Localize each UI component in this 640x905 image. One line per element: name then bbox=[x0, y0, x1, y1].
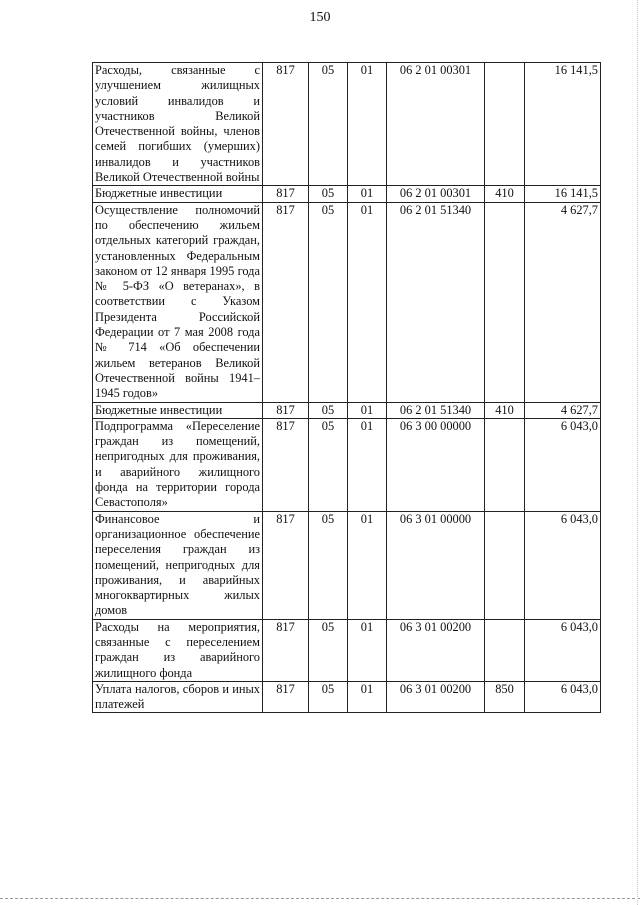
ministry-code: 817 bbox=[263, 511, 309, 619]
subsection-code: 01 bbox=[348, 681, 387, 713]
amount: 16 141,5 bbox=[525, 186, 601, 202]
ministry-code: 817 bbox=[263, 202, 309, 402]
ministry-code: 817 bbox=[263, 402, 309, 418]
subsection-code: 01 bbox=[348, 186, 387, 202]
row-description: Бюджетные инвестиции bbox=[93, 186, 263, 202]
expense-type-code: 410 bbox=[485, 186, 525, 202]
amount: 16 141,5 bbox=[525, 63, 601, 186]
ministry-code: 817 bbox=[263, 619, 309, 681]
row-description: Расходы, связанные с улучшением жилищных условий инвалидов и участников Великой Отечественной войны, членов семей погибших (умерших) инвалидов и участников Великой Отечественной войны bbox=[93, 63, 263, 186]
amount: 4 627,7 bbox=[525, 202, 601, 402]
section-code: 05 bbox=[309, 63, 348, 186]
target-article-code: 06 2 01 00301 bbox=[387, 63, 485, 186]
table-row bbox=[93, 511, 601, 619]
table-row bbox=[93, 619, 601, 681]
ministry-code: 817 bbox=[263, 681, 309, 713]
row-description: Уплата налогов, сборов и иных платежей bbox=[93, 681, 263, 713]
amount: 6 043,0 bbox=[525, 681, 601, 713]
ministry-code: 817 bbox=[263, 186, 309, 202]
budget-table bbox=[92, 62, 601, 713]
expense-type-code bbox=[485, 619, 525, 681]
target-article-code: 06 3 01 00000 bbox=[387, 511, 485, 619]
subsection-code: 01 bbox=[348, 511, 387, 619]
expense-type-code: 410 bbox=[485, 402, 525, 418]
section-code: 05 bbox=[309, 511, 348, 619]
ministry-code: 817 bbox=[263, 418, 309, 511]
expense-type-code: 850 bbox=[485, 681, 525, 713]
section-code: 05 bbox=[309, 619, 348, 681]
row-description: Осуществление полномочий по обеспечению жильем отдельных категорий граждан, установленных Федеральным законом от 12 января 1995 года № 5-ФЗ «О ветеранах», в соответствии с Указом Президента Российской Федерации от 7 мая 2008 года № 714 «Об обеспечении жильем ветеранов Великой Отечественной войны 1941–1945 годов» bbox=[93, 202, 263, 402]
section-code: 05 bbox=[309, 402, 348, 418]
expense-type-code bbox=[485, 511, 525, 619]
amount: 6 043,0 bbox=[525, 418, 601, 511]
amount: 6 043,0 bbox=[525, 619, 601, 681]
row-description: Бюджетные инвестиции bbox=[93, 402, 263, 418]
subsection-code: 01 bbox=[348, 63, 387, 186]
expense-type-code bbox=[485, 202, 525, 402]
row-description: Подпрограмма «Переселение граждан из помещений, непригодных для проживания, и аварийного жилищного фонда на территории города Севастополя» bbox=[93, 418, 263, 511]
table-row bbox=[93, 418, 601, 511]
page-number: 150 bbox=[309, 10, 331, 25]
row-description: Расходы на мероприятия, связанные с переселением граждан из аварийного жилищного фонда bbox=[93, 619, 263, 681]
section-code: 05 bbox=[309, 202, 348, 402]
expense-type-code bbox=[485, 63, 525, 186]
target-article-code: 06 3 01 00200 bbox=[387, 619, 485, 681]
section-code: 05 bbox=[309, 186, 348, 202]
subsection-code: 01 bbox=[348, 202, 387, 402]
subsection-code: 01 bbox=[348, 619, 387, 681]
target-article-code: 06 2 01 51340 bbox=[387, 202, 485, 402]
target-article-code: 06 2 01 51340 bbox=[387, 402, 485, 418]
amount: 4 627,7 bbox=[525, 402, 601, 418]
row-description: Финансовое и организационное обеспечение переселения граждан из помещений, непригодных для проживания, и аварийных многоквартирных жилых домов bbox=[93, 511, 263, 619]
target-article-code: 06 2 01 00301 bbox=[387, 186, 485, 202]
scan-right-edge bbox=[637, 0, 638, 905]
table-row bbox=[93, 63, 601, 186]
table-row bbox=[93, 681, 601, 713]
subsection-code: 01 bbox=[348, 418, 387, 511]
expense-type-code bbox=[485, 418, 525, 511]
target-article-code: 06 3 01 00200 bbox=[387, 681, 485, 713]
subsection-code: 01 bbox=[348, 402, 387, 418]
section-code: 05 bbox=[309, 418, 348, 511]
amount: 6 043,0 bbox=[525, 511, 601, 619]
scan-bottom-edge bbox=[0, 898, 640, 899]
ministry-code: 817 bbox=[263, 63, 309, 186]
table-row bbox=[93, 402, 601, 418]
table-row bbox=[93, 186, 601, 202]
target-article-code: 06 3 00 00000 bbox=[387, 418, 485, 511]
section-code: 05 bbox=[309, 681, 348, 713]
table-row bbox=[93, 202, 601, 402]
